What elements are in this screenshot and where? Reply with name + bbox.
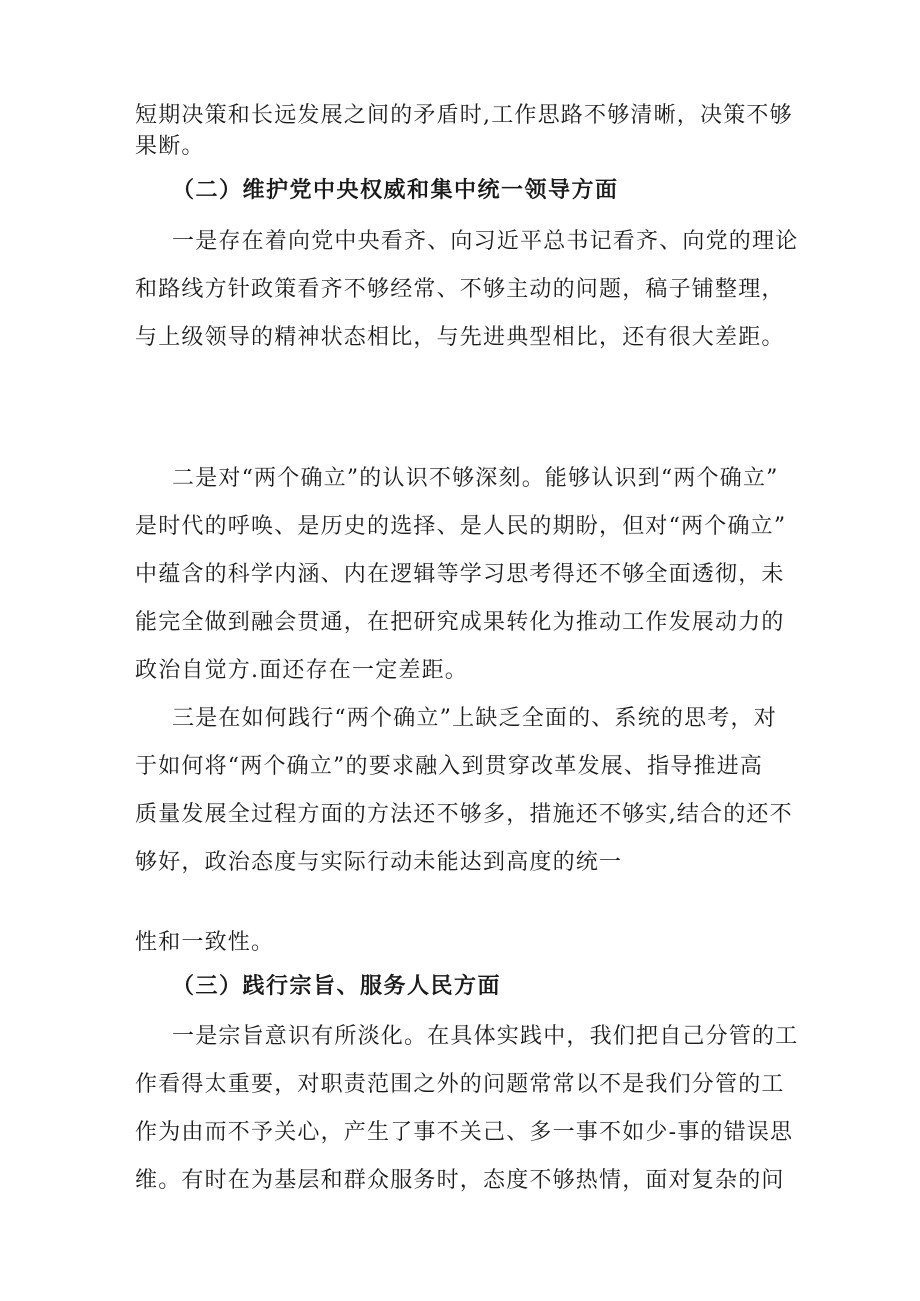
paragraph-line: 和路线方针政策看齐不够经常、不够主动的问题，稿子铺整理， bbox=[135, 277, 785, 302]
paragraph-line: 够好，政治态度与实际行动未能达到高度的统一 bbox=[135, 850, 623, 875]
paragraph-line: 三是在如何践行“两个确立”上缺乏全面的、系统的思考，对 bbox=[172, 706, 777, 731]
paragraph-line: 果断。 bbox=[135, 134, 205, 159]
paragraph-line: 一是宗旨意识有所淡化。在具体实践中，我们把自己分管的工 bbox=[172, 1024, 799, 1049]
paragraph-line: 一是存在着向党中央看齐、向习近平总书记看齐、向党的理论 bbox=[172, 229, 799, 254]
paragraph-line: 与上级领导的精神状态相比，与先进典型相比，还有很大差距。 bbox=[135, 325, 785, 350]
paragraph-line: 作为由而不予关心，产生了事不关己、多一事不如少-事的错误思 bbox=[135, 1120, 794, 1145]
paragraph-line: 性和一致性。 bbox=[135, 930, 275, 955]
paragraph-line: 于如何将“两个确立”的要求融入到贯穿改革发展、指导推进高 bbox=[135, 754, 764, 779]
section-heading-3: （三）践行宗旨、服务人民方面 bbox=[172, 974, 502, 999]
paragraph-line: 作看得太重要，对职责范围之外的问题常常以不是我们分管的工 bbox=[135, 1072, 785, 1097]
paragraph-line: 质量发展全过程方面的方法还不够多，措施还不够实,结合的还不 bbox=[135, 802, 793, 827]
paragraph-line: 维。有时在为基层和群众服务时，态度不够热情，面对复杂的问 bbox=[135, 1168, 785, 1193]
paragraph-line: 中蕴含的科学内涵、内在逻辑等学习思考得还不够全面透彻，未 bbox=[135, 562, 785, 587]
paragraph-line: 二是对“两个确立”的认识不够深刻。能够认识到“两个确立” bbox=[172, 466, 779, 491]
paragraph-line: 能完全做到融会贯通，在把研究成果转化为推动工作发展动力的 bbox=[135, 610, 785, 635]
paragraph-line: 是时代的呼唤、是历史的选择、是人民的期盼，但对“两个确立” bbox=[135, 514, 787, 539]
paragraph-line: 短期决策和长远发展之间的矛盾时,工作思路不够清晰，决策不够 bbox=[135, 103, 793, 128]
section-heading-2: （二）维护党中央权威和集中统一领导方面 bbox=[172, 178, 619, 203]
paragraph-line: 政治自觉方.面还存在一定差距。 bbox=[135, 658, 468, 683]
